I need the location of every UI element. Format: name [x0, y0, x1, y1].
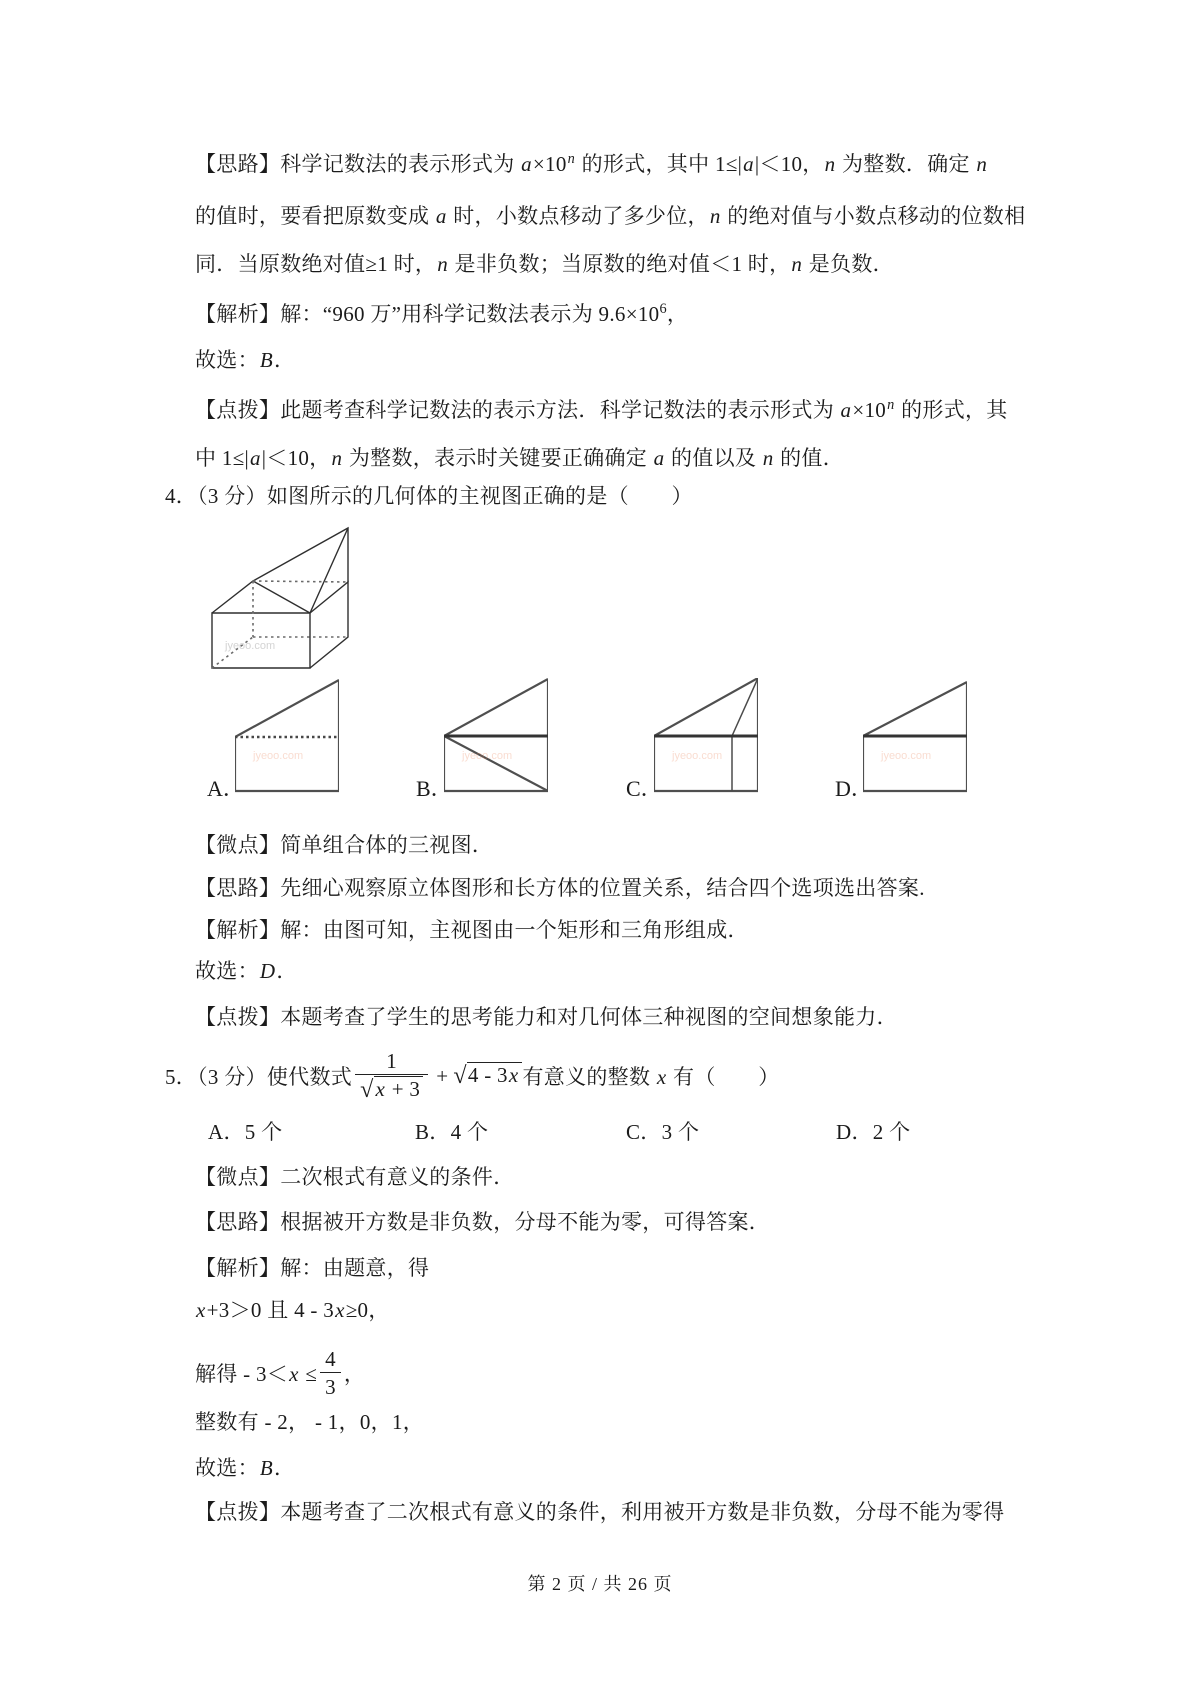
watermark: jyeoo.com [672, 750, 723, 762]
formula-part: B [259, 348, 274, 372]
q3-answer-line: 故选：B． [195, 348, 296, 372]
formula-part: n [331, 446, 343, 470]
formula-part: a [653, 446, 665, 470]
formula-part: x [335, 1298, 345, 1322]
formula-part: a [521, 152, 532, 176]
q4-jiexi-line: 【解析】解：由图可知，主视图由一个矩形和三角形组成． [195, 918, 749, 942]
plus-sign: + [436, 1063, 449, 1088]
formula-part: n [437, 252, 448, 276]
formula-part: n [976, 152, 988, 176]
watermark: jyeoo.com [225, 640, 276, 652]
q5-question-prefix: 5．（3 分）使代数式 [165, 1065, 353, 1089]
q3-jiexi-line: 【解析】解：“960 万”用科学记数法表示为 $9.6\times 10^6$， [195, 301, 689, 326]
q5-option-b: B．4 个 [415, 1120, 489, 1144]
fraction-denominator: 3 [320, 1372, 341, 1400]
q4-option-figure-a [235, 678, 339, 793]
cuboid-with-wedge-drawing [195, 518, 355, 676]
q4-option-label-b: B． [416, 776, 453, 801]
q5-option-d: D．2 个 [836, 1120, 911, 1144]
q4-option-figure-d [863, 678, 967, 793]
watermark: jyeoo.com [462, 750, 513, 762]
q5-dianbo-line: 【点拨】本题考查了二次根式有意义的条件，利用被开方数是非负数，分母不能为零得 [195, 1500, 1005, 1524]
q3-dianbo-line1: 【点拨】此题考查科学记数法的表示方法．科学记数法的表示形式为 $a\times 10^n$ 的形式，其 [195, 397, 1008, 422]
formula-part: n [887, 397, 895, 413]
page-number-footer: 第 2 页 / 共 26 页 [527, 1574, 673, 1594]
square-root [453, 1063, 522, 1090]
formula-part: B [259, 1456, 274, 1480]
formula-part: x [508, 1062, 519, 1087]
formula-part: n [709, 204, 721, 228]
q4-answer-line: 故选：D． [195, 959, 298, 983]
q5-question-suffix: 有意义的整数 x 有（ ） [522, 1065, 780, 1089]
fraction [320, 1347, 341, 1400]
q5-weidian-line: 【微点】二次根式有意义的条件． [195, 1165, 515, 1189]
q4-question-line: 4．（3 分）如图所示的几何体的主视图正确的是（ ） [165, 484, 693, 508]
formula-part: a [435, 204, 447, 228]
q5-solve-line [195, 1342, 365, 1404]
watermark: jyeoo.com [881, 750, 932, 762]
fraction [355, 1049, 428, 1103]
fraction-numerator: 1 [386, 1049, 398, 1073]
q4-option-label-d: D． [835, 776, 873, 801]
formula-part: x [289, 1362, 299, 1386]
q3-silu-line3: 同．当原数绝对值≥1 时，n 是非负数；当原数的绝对值＜1 时，n 是负数． [195, 252, 894, 276]
formula-part: a [249, 446, 261, 470]
formula-part: n [762, 446, 774, 470]
q5-option-a: A．5 个 [208, 1120, 283, 1144]
q4-option-figure-c [654, 678, 758, 793]
fraction-denominator [355, 1074, 428, 1103]
q5-inequality-line: x+3＞0 且 4 - 3x≥0， [196, 1298, 390, 1322]
formula-part: D [259, 959, 276, 983]
q5-jiexi-line: 【解析】解：由题意，得 [195, 1256, 430, 1280]
q4-weidian-line: 【微点】简单组合体的三视图． [195, 833, 494, 857]
q5-question-line [165, 1042, 780, 1110]
q4-silu-line: 【思路】先细心观察原立体图形和长方体的位置关系，结合四个选项选出答案. [195, 876, 925, 900]
formula-part: n [791, 252, 803, 276]
formula-part: a [743, 152, 754, 176]
formula-part: x [196, 1298, 206, 1322]
q3-silu-line2: 的值时，要看把原数变成 a 时，小数点移动了多少位，n 的绝对值与小数点移动的位数相 [195, 204, 1026, 228]
q4-option-label-a: A． [207, 776, 245, 801]
formula-part: x [375, 1077, 386, 1101]
watermark: jyeoo.com [253, 750, 304, 762]
q3-silu-line1: 【思路】科学记数法的表示形式为 $a\times 10^n$ 的形式，其中 1≤|a|＜10，n 为整数．确定 n [195, 151, 988, 176]
q4-option-figure-b [444, 678, 548, 793]
formula-part: a [840, 398, 852, 422]
radical-sign: √ [453, 1062, 467, 1089]
formula-part: n [567, 151, 576, 167]
q5-answer-line: 故选：B． [195, 1456, 296, 1480]
q4-dianbo-line: 【点拨】本题考查了学生的思考能力和对几何体三种视图的空间想象能力． [195, 1005, 898, 1029]
formula-part: n [824, 152, 836, 176]
q5-option-c: C．3 个 [626, 1120, 700, 1144]
q4-option-label-c: C． [626, 776, 663, 801]
q3-dianbo-line2: 中 1≤|a|＜10，n 为整数，表示时关键要正确确定 a 的值以及 n 的值． [195, 446, 845, 470]
formula-part: x [656, 1065, 667, 1089]
q5-silu-line: 【思路】根据被开方数是非负数，分母不能为零，可得答案． [195, 1210, 771, 1234]
formula-part: 6 [659, 301, 667, 317]
radical-sign: √ [360, 1077, 374, 1103]
q5-integers-line: 整数有 - 2， - 1，0，1， [195, 1410, 425, 1434]
fraction-numerator: 4 [325, 1346, 336, 1371]
q4-composite-solid-figure [195, 518, 355, 676]
solve-tail: ， [343, 1362, 366, 1386]
radicand: x + 3 [374, 1076, 424, 1101]
solve-lead: 解得 - 3＜x ≤ [195, 1362, 318, 1386]
radicand: 4 - 3x [467, 1062, 523, 1087]
